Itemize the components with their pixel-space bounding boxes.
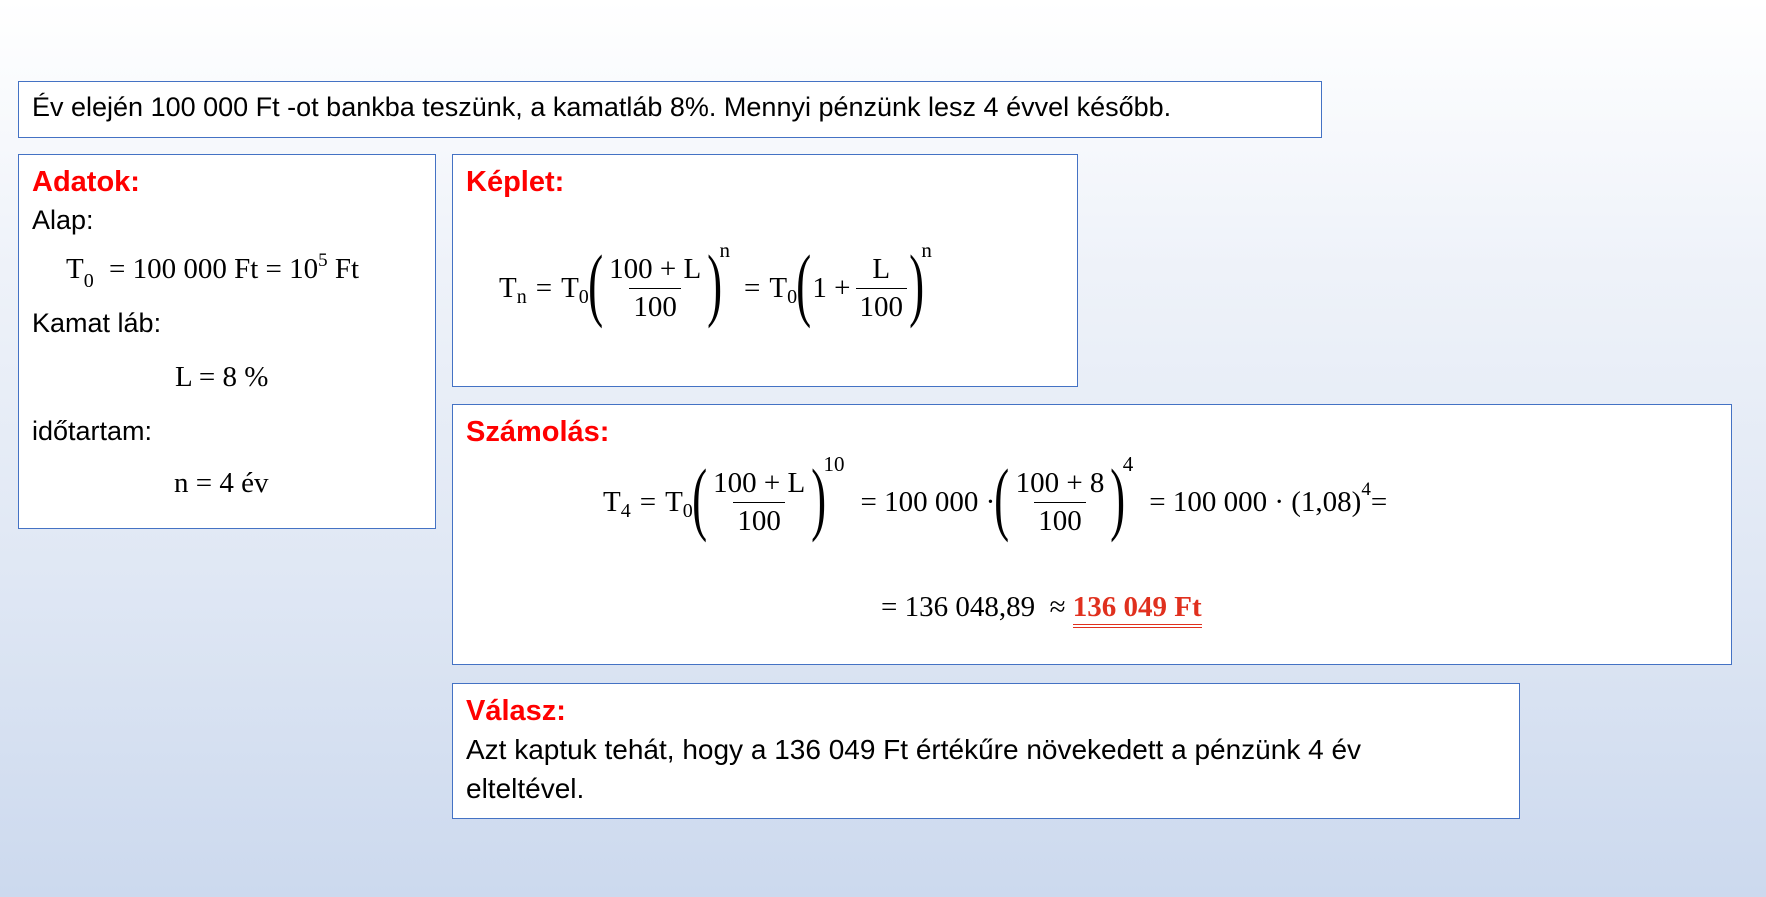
- alap-label: Alap:: [32, 205, 94, 235]
- ido-formula: n = 4 év: [174, 467, 269, 499]
- valasz-line1: Azt kaptuk tehát, hogy a 136 049 Ft értékűre növekedett a pénzünk 4 év: [466, 734, 1362, 765]
- result-value: 136 049 Ft: [1073, 591, 1202, 628]
- adatok-heading: Adatok:: [32, 166, 140, 198]
- ido-label: időtartam:: [32, 416, 153, 446]
- szamolas-formula-line2: = 136 048,89 ≈ 136 049 Ft: [881, 591, 1202, 624]
- problem-box: [18, 81, 1322, 138]
- keplet-heading: Képlet:: [466, 166, 565, 198]
- valasz-heading: Válasz:: [466, 695, 566, 727]
- valasz-box: [452, 683, 1520, 819]
- kamat-label: Kamat láb:: [32, 308, 162, 338]
- problem-text: Év elején 100 000 Ft -ot bankba teszünk, a kamatláb 8%. Mennyi pénzünk lesz 4 évvel később.: [32, 92, 1172, 122]
- valasz-line2: elteltével.: [466, 773, 585, 804]
- szamolas-box: [452, 404, 1732, 665]
- szamolas-formula-line1: T 4 = T 0 ( $\frac{100 + L}{100}$ ) 10 = 100 000 · ( $\frac{100 + 8}{100}$ ) 4 = 100 000 · (1,08) 4 =: [603, 451, 1388, 543]
- keplet-box: [452, 154, 1078, 387]
- szamolas-heading: Számolás:: [466, 416, 610, 448]
- kamat-formula: L = 8 %: [175, 361, 269, 393]
- keplet-formula: T n = T 0 ( $\frac{100 + L}{100}$ ) n = T 0 ( 1 + $\frac{L}{100}$ ) n: [499, 237, 932, 329]
- adatok-box: [18, 154, 436, 529]
- alap-formula: $T_0 = 100$ 000 $Ft = 10^5$ Ft: [66, 250, 360, 292]
